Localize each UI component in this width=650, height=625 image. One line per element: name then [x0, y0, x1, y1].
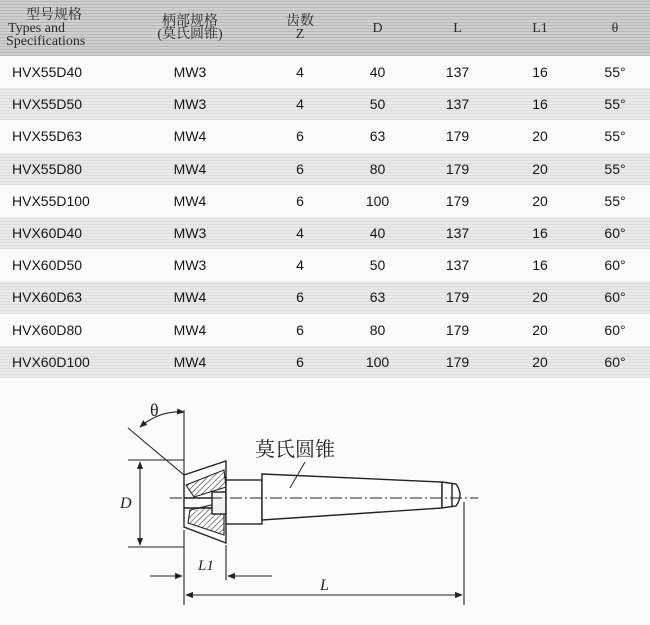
cell-shank: MW4	[173, 128, 207, 145]
cell-type: HVX55D40	[12, 64, 83, 81]
cell-l: 137	[445, 64, 470, 81]
cell-l: 179	[445, 128, 470, 145]
cell-theta: 55°	[580, 153, 650, 185]
cell-z: 6	[260, 346, 340, 378]
cell-type: HVX60D80	[12, 321, 83, 338]
cutter-drawing	[0, 390, 650, 625]
cell-l: 179	[415, 346, 500, 378]
header-l1: L1	[500, 0, 580, 56]
header-l: L	[415, 0, 500, 56]
cell-l1: 16	[532, 64, 548, 81]
shank-label: 莫氏圆锥	[255, 439, 335, 461]
cell-d: 50	[340, 88, 415, 120]
header-shank-cn-2: (莫氏圆锥)	[157, 27, 223, 42]
cell-shank: MW3	[173, 64, 207, 81]
cell-z: 4	[296, 64, 304, 81]
cell-type: HVX60D63	[0, 281, 120, 313]
cell-type: HVX55D50	[0, 88, 120, 120]
cell-theta: 60°	[580, 281, 650, 313]
header-type-cn: 型号规格	[26, 7, 82, 23]
cell-l1: 20	[532, 192, 548, 209]
table-row	[0, 217, 650, 249]
cell-l1: 20	[532, 128, 548, 145]
cell-type: HVX55D63	[12, 128, 83, 145]
cell-d: 100	[365, 192, 390, 209]
cell-d: 63	[369, 128, 386, 145]
cell-z: 6	[296, 192, 304, 209]
table-row	[0, 249, 650, 281]
cell-l1: 16	[500, 88, 580, 120]
d-label: D	[120, 495, 132, 512]
cell-type: HVX55D100	[12, 192, 90, 209]
morse-taper-shank	[226, 474, 460, 524]
header-teeth-sym: Z	[295, 27, 305, 42]
cell-l1: 20	[532, 321, 548, 338]
header-type-en: Types and	[8, 20, 65, 36]
table-body	[0, 56, 650, 378]
table-row	[0, 56, 650, 88]
table-row	[0, 153, 650, 185]
cell-z: 6	[260, 281, 340, 313]
l1-label: L1	[198, 558, 214, 574]
cell-l1: 20	[500, 153, 580, 185]
cell-d: 40	[369, 64, 386, 81]
cell-z: 6	[260, 153, 340, 185]
cell-z: 4	[296, 257, 304, 274]
cell-z: 6	[296, 321, 304, 338]
cell-theta: 60°	[604, 321, 626, 338]
header-teeth-cn: 齿数	[286, 14, 314, 29]
table-row	[0, 314, 650, 346]
cell-type: HVX60D100	[0, 346, 120, 378]
cell-l1: 16	[500, 217, 580, 249]
cell-type: HVX60D40	[0, 217, 120, 249]
cell-z: 4	[260, 88, 340, 120]
cell-d: 100	[340, 346, 415, 378]
cell-shank: MW4	[120, 281, 260, 313]
cell-d: 63	[340, 281, 415, 313]
table-row	[0, 346, 650, 378]
cell-d: 40	[340, 217, 415, 249]
table-header-row	[0, 0, 650, 56]
cell-shank: MW4	[120, 153, 260, 185]
cutter-head	[184, 461, 226, 543]
cell-theta: 60°	[580, 217, 650, 249]
cell-l: 137	[415, 217, 500, 249]
cell-l1: 20	[500, 346, 580, 378]
cell-l: 179	[445, 321, 470, 338]
cell-d: 80	[369, 321, 386, 338]
header-d: D	[340, 0, 415, 56]
cell-theta: 55°	[604, 64, 626, 81]
cell-shank: MW4	[173, 192, 207, 209]
cell-type: HVX55D80	[0, 153, 120, 185]
cell-d: 50	[369, 257, 386, 274]
cell-shank: MW3	[173, 257, 207, 274]
header-teeth	[260, 0, 340, 56]
cell-l1: 16	[532, 257, 548, 274]
cell-theta: 55°	[580, 88, 650, 120]
cell-theta: 55°	[604, 128, 626, 145]
header-type-en-2: Specifications	[6, 33, 86, 49]
cell-type: HVX60D50	[12, 257, 83, 274]
cell-theta: 60°	[580, 346, 650, 378]
cell-theta: 60°	[604, 257, 626, 274]
cell-z: 6	[296, 128, 304, 145]
header-theta: θ	[580, 0, 650, 56]
cell-theta: 55°	[604, 192, 626, 209]
cell-d: 80	[340, 153, 415, 185]
cell-l1: 20	[500, 281, 580, 313]
cell-shank: MW4	[120, 346, 260, 378]
l-label: L	[320, 577, 329, 594]
cell-shank: MW3	[120, 217, 260, 249]
table-row	[0, 185, 650, 217]
d-dimension	[128, 460, 184, 547]
cell-z: 4	[260, 217, 340, 249]
cell-shank: MW4	[173, 321, 207, 338]
cell-l: 137	[445, 257, 470, 274]
table-row	[0, 88, 650, 120]
cell-l: 179	[415, 281, 500, 313]
theta-label: θ	[150, 400, 159, 420]
cell-shank: MW3	[120, 88, 260, 120]
cell-l: 179	[415, 153, 500, 185]
table-row	[0, 120, 650, 152]
header-type	[0, 0, 120, 56]
header-shank-cn: 柄部规格	[162, 14, 218, 29]
table-row	[0, 281, 650, 313]
cell-l: 179	[445, 192, 470, 209]
header-shank	[120, 0, 260, 56]
cell-l: 137	[415, 88, 500, 120]
